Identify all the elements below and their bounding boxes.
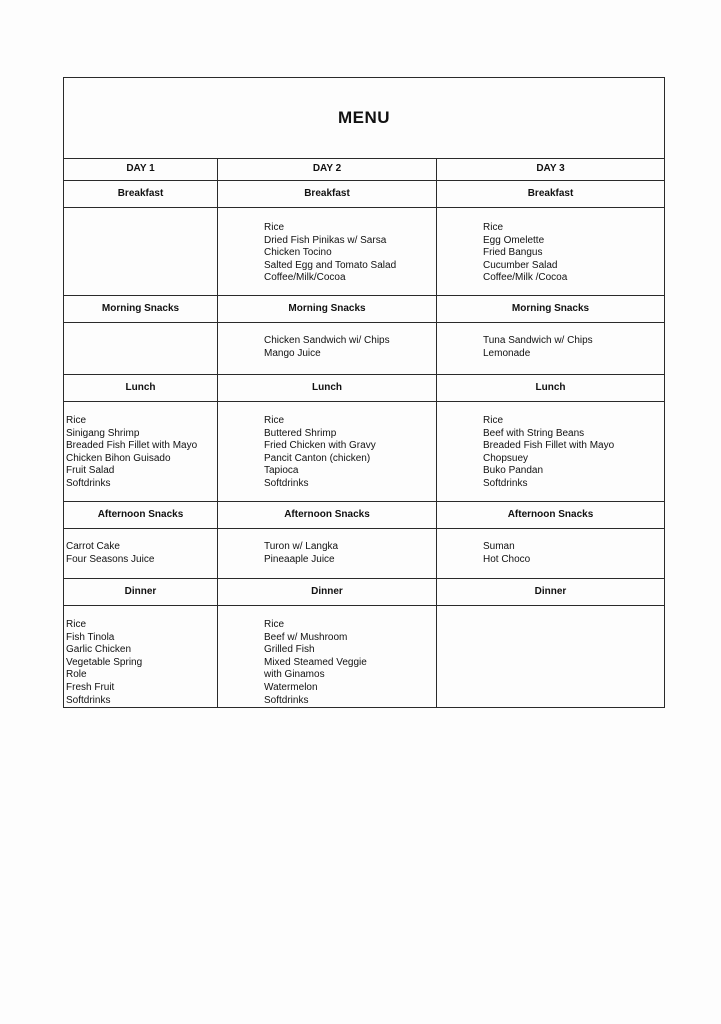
menu-item: Beef w/ Mushroom: [264, 631, 348, 643]
menu-item: Vegetable Spring: [66, 656, 143, 668]
meal-header-morning-snacks-day2: Morning Snacks: [218, 296, 437, 323]
menu-item: Chicken Sandwich wi/ Chips: [264, 335, 390, 346]
menu-items: [66, 541, 217, 566]
menu-item: Coffee/Milk /Cocoa: [483, 272, 568, 284]
menu-item: Suman: [483, 541, 515, 552]
menu-item: Rice: [264, 619, 285, 630]
day-header-2: DAY 2: [218, 159, 437, 181]
menu-item: Pancit Canton (chicken): [264, 452, 371, 464]
menu-item: Grilled Fish: [264, 644, 315, 656]
afternoon-snacks-day1-cell: [64, 529, 218, 579]
menu-items: [483, 415, 664, 491]
dinner-day2-cell: [218, 606, 437, 708]
morning-snacks-day2-cell: [218, 323, 437, 375]
menu-item: Watermelon: [264, 681, 318, 693]
menu-item: Chopsuey: [483, 452, 529, 464]
menu-items: [264, 541, 436, 566]
menu-item: Rice: [66, 415, 87, 426]
menu-items: [264, 415, 436, 491]
menu-item: Egg Omelette: [483, 234, 545, 246]
meal-header-morning-snacks-day1: Morning Snacks: [64, 296, 218, 323]
lunch-day1-cell: [64, 402, 218, 502]
menu-items: [483, 222, 664, 285]
meal-header-lunch-day1: Lunch: [64, 375, 218, 402]
breakfast-day1-cell: [64, 208, 218, 296]
menu-items: [483, 541, 664, 566]
meal-header-lunch-day2: Lunch: [218, 375, 437, 402]
dinner-day3-cell: [437, 606, 665, 708]
menu-item: Mango Juice: [264, 347, 321, 359]
menu-item: Rice: [483, 222, 504, 233]
menu-item: Garlic Chicken: [66, 644, 132, 656]
meal-header-breakfast-day2: Breakfast: [218, 181, 437, 208]
lunch-day3-cell: [437, 402, 665, 502]
menu-item: Fruit Salad: [66, 465, 115, 477]
menu-item: Buko Pandan: [483, 465, 544, 477]
menu-item: Softdrinks: [66, 477, 111, 489]
menu-title-cell: [64, 78, 665, 159]
meal-header-dinner-day1: Dinner: [64, 579, 218, 606]
breakfast-day3-cell: [437, 208, 665, 296]
menu-item: Dried Fish Pinikas w/ Sarsa: [264, 234, 387, 246]
breakfast-day2-cell: [218, 208, 437, 296]
menu-item: Fresh Fruit: [66, 681, 115, 693]
menu-item: Fried Bangus: [483, 247, 543, 259]
menu-item: Four Seasons Juice: [66, 553, 155, 565]
menu-item: Carrot Cake: [66, 541, 120, 552]
menu-item: Rice: [264, 415, 285, 426]
menu-item: Turon w/ Langka: [264, 541, 339, 552]
menu-item: Rice: [66, 619, 87, 630]
menu-items: [66, 415, 217, 491]
morning-snacks-day3-cell: [437, 323, 665, 375]
meal-header-afternoon-snacks-day3: Afternoon Snacks: [437, 502, 665, 529]
menu-item: Chicken Tocino: [264, 247, 332, 259]
meal-header-afternoon-snacks-day1: Afternoon Snacks: [64, 502, 218, 529]
menu-item: Hot Choco: [483, 553, 531, 565]
menu-items: [66, 619, 217, 707]
meal-header-breakfast-day3: Breakfast: [437, 181, 665, 208]
day-header-3: DAY 3: [437, 159, 665, 181]
afternoon-snacks-day2-cell: [218, 529, 437, 579]
menu-item: Tuna Sandwich w/ Chips: [483, 335, 593, 346]
menu-item: Softdrinks: [483, 477, 528, 489]
meal-header-morning-snacks-day3: Morning Snacks: [437, 296, 665, 323]
meal-header-breakfast-day1: Breakfast: [64, 181, 218, 208]
menu-item: with Ginamos: [264, 669, 325, 681]
menu-item: Cucumber Salad: [483, 259, 558, 271]
morning-snacks-day1-cell: [64, 323, 218, 375]
menu-item: Sinigang Shrimp: [66, 427, 140, 439]
meal-header-dinner-day3: Dinner: [437, 579, 665, 606]
lunch-day2-cell: [218, 402, 437, 502]
menu-item: Fish Tinola: [66, 631, 115, 643]
meal-header-dinner-day2: Dinner: [218, 579, 437, 606]
menu-item: Salted Egg and Tomato Salad: [264, 259, 397, 271]
menu-items: [264, 222, 436, 285]
menu-item: Fried Chicken with Gravy: [264, 440, 376, 452]
afternoon-snacks-day3-cell: [437, 529, 665, 579]
menu-item: Softdrinks: [264, 694, 309, 706]
day-header-1: DAY 1: [64, 159, 218, 181]
menu-items: [264, 335, 436, 360]
menu-item: Softdrinks: [66, 694, 111, 706]
menu-item: Rice: [483, 415, 504, 426]
menu-item: Breaded Fish Fillet with Mayo: [66, 440, 198, 452]
dinner-day1-cell: [64, 606, 218, 708]
menu-items: [264, 619, 436, 707]
menu-item: Beef with String Beans: [483, 427, 585, 439]
menu-title: MENU: [337, 107, 391, 127]
menu-item: Breaded Fish Fillet with Mayo: [483, 440, 615, 452]
menu-item: Softdrinks: [264, 477, 309, 489]
menu-item: Mixed Steamed Veggie: [264, 656, 367, 668]
menu-item: Pineaaple Juice: [264, 553, 335, 565]
menu-item: Rice: [264, 222, 285, 233]
menu-item: Role: [66, 669, 87, 681]
menu-table: [63, 77, 665, 708]
menu-items: [483, 335, 664, 360]
menu-item: Tapioca: [264, 465, 299, 477]
menu-item: Coffee/Milk/Cocoa: [264, 272, 346, 284]
meal-header-lunch-day3: Lunch: [437, 375, 665, 402]
meal-header-afternoon-snacks-day2: Afternoon Snacks: [218, 502, 437, 529]
menu-item: Buttered Shrimp: [264, 427, 337, 439]
menu-item: Lemonade: [483, 347, 531, 359]
menu-item: Chicken Bihon Guisado: [66, 452, 171, 464]
